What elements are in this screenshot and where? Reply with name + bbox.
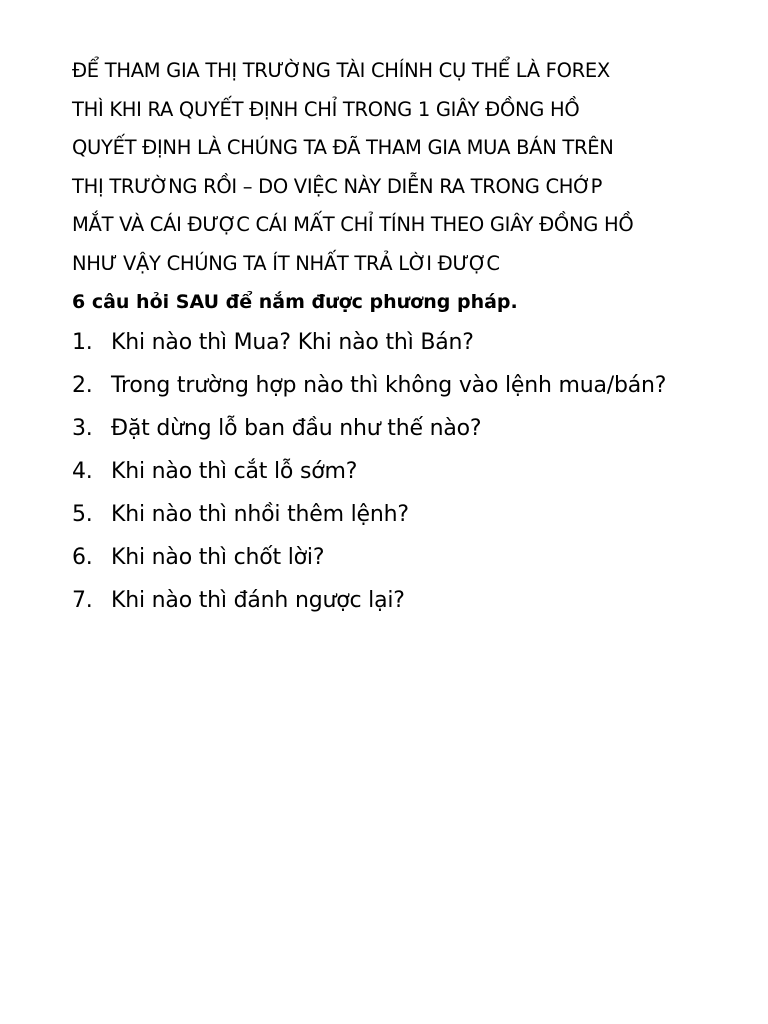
- list-item: [72, 407, 722, 450]
- intro-line: THÌ KHI RA QUYẾT ĐỊNH CHỈ TRONG 1 GIÂY ĐỒNG HỒ: [72, 97, 580, 121]
- intro-line: ĐỂ THAM GIA THỊ TRƯỜNG TÀI CHÍNH CỤ THỂ LÀ FOREX: [72, 59, 610, 82]
- list-item-text: Khi nào thì đánh ngược lại?: [111, 588, 405, 613]
- list-item-number: 5.: [72, 502, 93, 527]
- list-item-number: 4.: [72, 459, 93, 484]
- list-item-number: 1.: [72, 330, 93, 355]
- list-item-text: Khi nào thì cắt lỗ sớm?: [111, 459, 358, 484]
- list-item-number: 6.: [72, 545, 93, 570]
- list-item-number: 2.: [72, 373, 93, 398]
- document-page: [72, 52, 722, 622]
- intro-paragraph: [72, 52, 722, 283]
- list-item-text: Trong trường hợp nào thì không vào lệnh mua/bán?: [111, 373, 667, 398]
- list-item-number: 7.: [72, 588, 93, 613]
- list-item: [72, 493, 722, 536]
- questions-list: [72, 321, 722, 622]
- questions-heading: 6 câu hỏi SAU để nắm được phương pháp.: [72, 291, 518, 313]
- list-item: [72, 450, 722, 493]
- list-item-number: 3.: [72, 416, 93, 441]
- intro-line: NHƯ VẬY CHÚNG TA ÍT NHẤT TRẢ LỜI ĐƯỢC: [72, 251, 500, 275]
- list-item: [72, 364, 722, 407]
- intro-line: QUYẾT ĐỊNH LÀ CHÚNG TA ĐÃ THAM GIA MUA BÁN TRÊN: [72, 136, 614, 159]
- list-item: [72, 579, 722, 622]
- list-item-text: Khi nào thì chốt lời?: [111, 545, 325, 570]
- list-item-text: Đặt dừng lỗ ban đầu như thế nào?: [111, 416, 482, 441]
- intro-line: MẮT VÀ CÁI ĐƯỢC CÁI MẤT CHỈ TÍNH THEO GIÂY ĐỒNG HỒ: [72, 213, 634, 236]
- intro-line: THỊ TRƯỜNG RỒI – DO VIỆC NÀY DIỄN RA TRONG CHỚP: [72, 174, 603, 198]
- list-item-text: Khi nào thì Mua? Khi nào thì Bán?: [111, 330, 474, 355]
- list-item: [72, 321, 722, 364]
- list-item: [72, 536, 722, 579]
- list-item-text: Khi nào thì nhồi thêm lệnh?: [111, 502, 409, 527]
